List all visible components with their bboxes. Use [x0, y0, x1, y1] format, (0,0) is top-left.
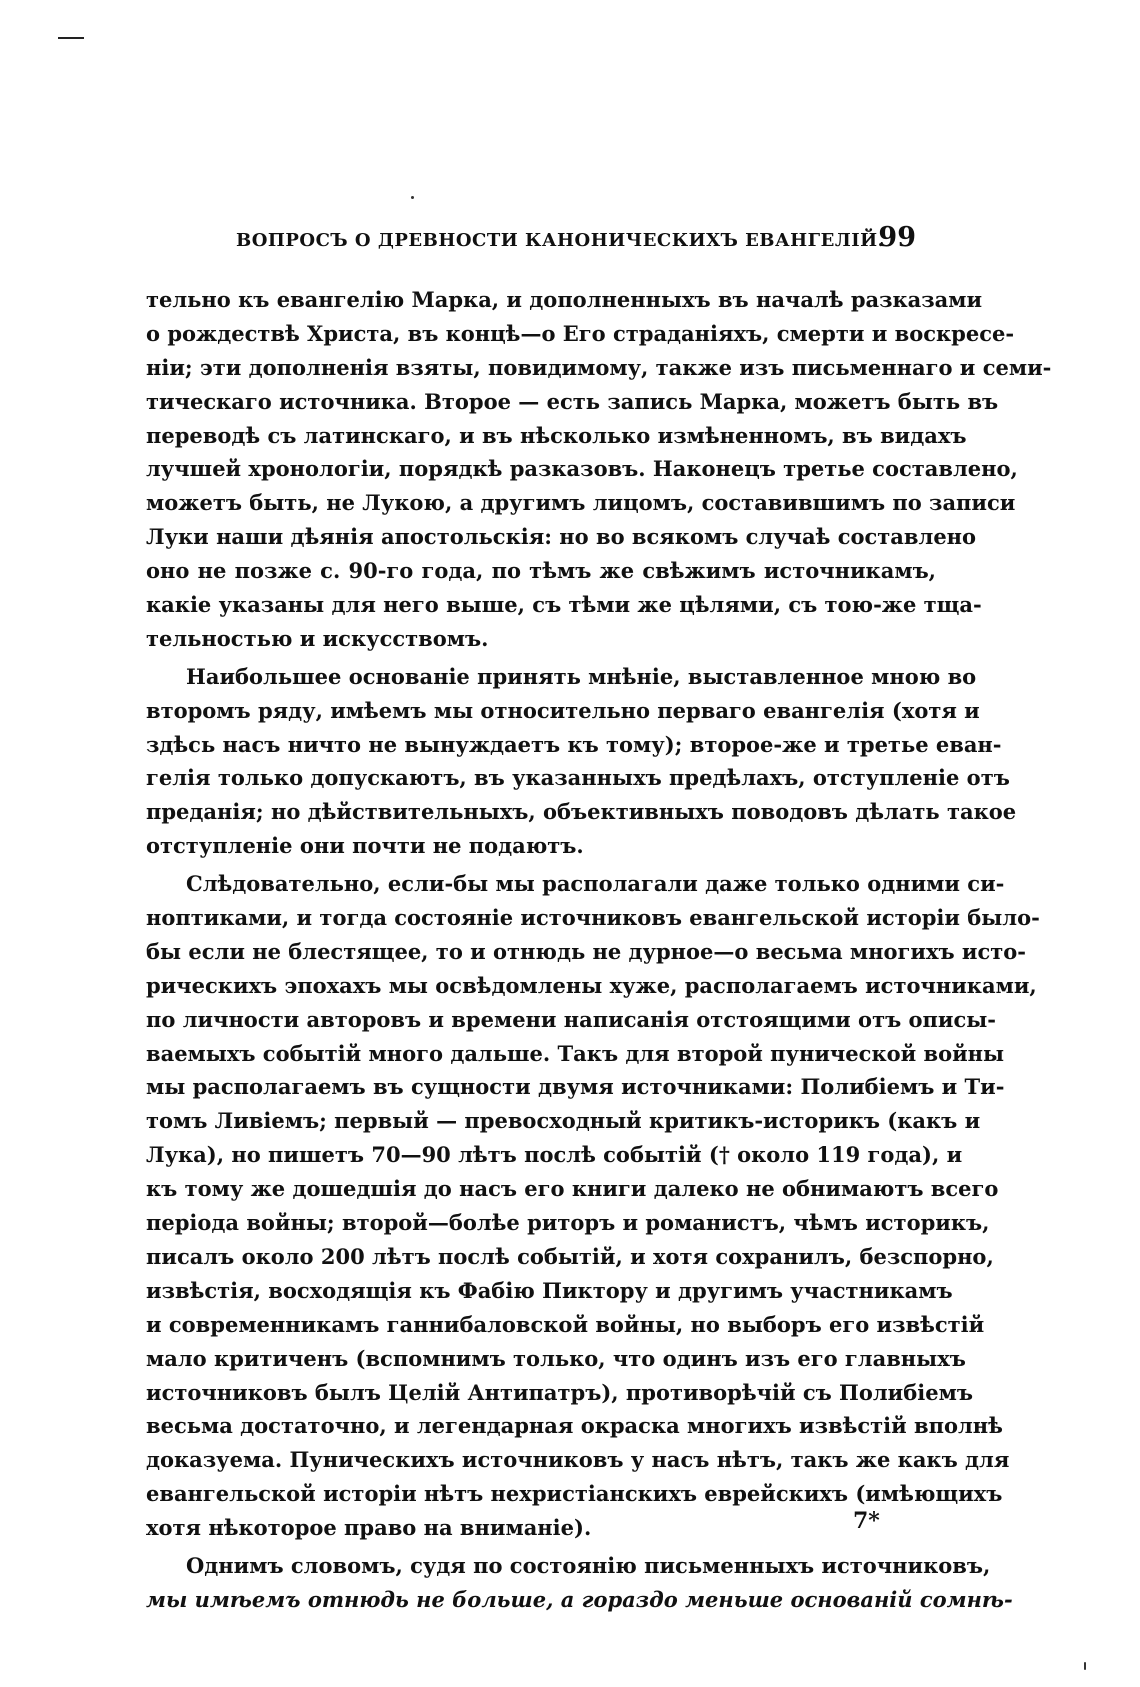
text-line: гелія только допускаютъ, въ указанныхъ предѣлахъ, отступленіе отъ: [146, 765, 1010, 791]
text-line: Слѣдовательно, если-бы мы располагали даже только одними си-: [186, 871, 1005, 897]
text-line: Лука), но пишетъ 70—90 лѣтъ послѣ событій († около 119 года), и: [146, 1142, 963, 1168]
text-line: ваемыхъ событій много дальше. Такъ для второй пунической войны: [146, 1040, 1005, 1066]
text-line: ноптиками, и тогда состояніе источниковъ евангельской исторіи было-: [146, 905, 1040, 931]
page-number: 99: [878, 222, 916, 253]
text-line: доказуема. Пуническихъ источниковъ у насъ нѣтъ, такъ же какъ для: [146, 1447, 1010, 1473]
text-line: о рождествѣ Христа, въ концѣ—о Его страданіяхъ, смерти и воскресе-: [146, 320, 1015, 346]
text-line: лучшей хронологіи, порядкѣ разказовъ. Наконецъ третье составлено,: [146, 456, 1018, 482]
text-line: къ тому же дошедшія до насъ его книги далеко не обнимаютъ всего: [146, 1176, 999, 1202]
page-header: [236, 222, 916, 262]
text-line: весьма достаточно, и легендарная окраска многихъ извѣстій вполнѣ: [146, 1413, 1003, 1439]
text-line: какіе указаны для него выше, съ тѣми же цѣлями, съ тою-же тща-: [146, 592, 982, 618]
text-line: писалъ около 200 лѣтъ послѣ событій, и хотя сохранилъ, безспорно,: [146, 1243, 994, 1269]
text-line: здѣсь насъ ничто не вынуждаетъ къ тому); второе-же и третье еван-: [146, 731, 1002, 757]
text-line: оно не позже с. 90-го года, по тѣмъ же свѣжимъ источникамъ,: [146, 558, 936, 584]
scan-speck: [1084, 1662, 1086, 1670]
running-title: ВОПРОСЪ О ДРЕВНОСТИ КАНОНИЧЕСКИХЪ ЕВАНГЕЛІЙ.: [236, 230, 885, 251]
text-line: переводѣ съ латинскаго, и въ нѣсколько измѣненномъ, въ видахъ: [146, 422, 967, 448]
paragraph: [146, 867, 1040, 1545]
text-line: евангельской исторіи нѣтъ нехристіанскихъ еврейскихъ (имѣющихъ: [146, 1481, 1003, 1507]
paragraph: [146, 1549, 1013, 1617]
body-text: [146, 283, 1052, 1617]
text-line: хотя нѣкоторое право на вниманіе).: [146, 1515, 592, 1541]
scan-speck: [411, 196, 414, 199]
text-line: Наибольшее основаніе принять мнѣніе, выставленное мною во: [186, 663, 977, 689]
text-line: томъ Ливіемъ; первый — превосходный критикъ-историкъ (какъ и: [146, 1108, 981, 1134]
text-line: періода войны; второй—болѣе риторъ и романистъ, чѣмъ историкъ,: [146, 1210, 990, 1236]
text-line: источниковъ былъ Целій Антипатръ), противорѣчій съ Полибіемъ: [146, 1379, 973, 1405]
text-line: ніи; эти дополненія взяты, повидимому, также изъ письменнаго и семи-: [146, 354, 1052, 380]
text-line: можетъ быть, не Лукою, а другимъ лицомъ, составившимъ по записи: [146, 490, 1016, 516]
text-line: тическаго источника. Второе — есть запись Марка, можетъ быть въ: [146, 388, 999, 414]
text-line: тельно къ евангелію Марка, и дополненныхъ въ началѣ разказами: [146, 287, 983, 312]
text-line: извѣстія, восходящія къ Фабію Пиктору и другимъ участникамъ: [146, 1277, 953, 1303]
text-line: Однимъ словомъ, судя по состоянію письменныхъ источниковъ,: [186, 1552, 991, 1578]
signature-mark: 7*: [853, 1508, 880, 1534]
paragraph: [146, 660, 1017, 863]
text-line: мы имѣемъ отнюдь не больше, а гораздо меньше основаній сомнѣ-: [146, 1586, 1013, 1612]
text-line: Луки наши дѣянія апостольскія: но во всякомъ случаѣ составлено: [146, 524, 977, 550]
text-line: тельностью и искусствомъ.: [146, 625, 489, 651]
text-line: рическихъ эпохахъ мы освѣдомлены хуже, располагаемъ источниками,: [146, 972, 1037, 998]
paragraph: [146, 283, 1052, 656]
text-line: мы располагаемъ въ сущности двумя источниками: Полибіемъ и Ти-: [146, 1074, 1005, 1100]
text-line: по личности авторовъ и времени написанія отстоящими отъ описы-: [146, 1006, 997, 1032]
text-line: бы если не блестящее, то и отнюдь не дурное—о весьма многихъ исто-: [146, 938, 1026, 964]
text-line: и современникамъ ганнибаловской войны, но выборъ его извѣстій: [146, 1311, 985, 1337]
text-line: отступленіе они почти не подаютъ.: [146, 833, 584, 859]
text-line: мало критиченъ (вспомнимъ только, что одинъ изъ его главныхъ: [146, 1345, 966, 1371]
text-line: преданія; но дѣйствительныхъ, объективныхъ поводовъ дѣлать такое: [146, 799, 1017, 825]
scan-edge-mark: [58, 37, 84, 39]
text-line: второмъ ряду, имѣемъ мы относительно перваго евангелія (хотя и: [146, 697, 980, 723]
